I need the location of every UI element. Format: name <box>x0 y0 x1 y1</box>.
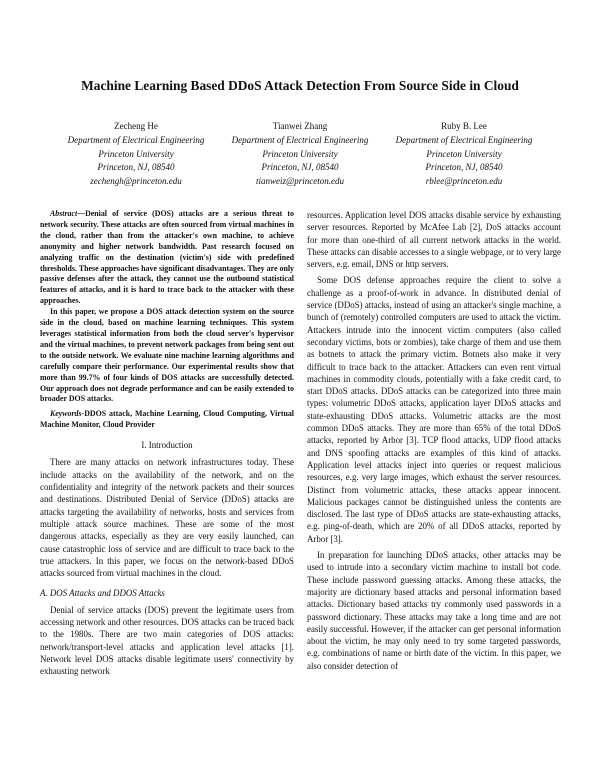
section-heading: I. Introduction <box>141 440 193 451</box>
author-address: Princeton, NJ, 08540 <box>261 162 339 173</box>
author-university: Princeton University <box>426 148 502 159</box>
keywords-text: -DDOS attack, Machine Learning, Cloud Computing, Virtual Machine Monitor, Cloud Provider <box>40 409 294 430</box>
abstract-paragraph-2: In this paper, we propose a DOS attack detection system on the source side in the cloud, based on machine learning techniques. This system leverages statistical information from both the cloud server's hypervisor and the virtual machines, to prevent network packages from being sent out to the outside network. We evaluate nine machine learning algorithms and carefully compare their performance. Our experimental results show that more than 99.7% of four kinds of DOS attacks are successfully detected. Our approach does not degrade performance and can be easily extended to broader DOS attacks. <box>40 307 294 404</box>
author-name: Zecheng He <box>114 121 158 131</box>
abstract-text: —Denial of service (DOS) attacks are a serious threat to network security. These attacks are often sourced from virtual machines in the cloud, rather than from the attacker's own machine, to achieve anonymity and higher network bandwidth. Past research focused on analyzing traffic on the destination (victim's) side with predefined thresholds. These approaches have significant disadvantages. They are only passive defenses after the attack, they cannot use the outbound statistical features of attacks, and it is hard to trace back to the attacker with these approaches. <box>40 209 294 306</box>
right-column <box>307 209 561 672</box>
abstract-paragraph <box>40 209 294 307</box>
abstract-lead: Abstract <box>50 209 78 218</box>
author-university: Princeton University <box>262 148 338 159</box>
body-paragraph: resources. Application level DOS attacks disable service by exhausting server resources. Reported by McAfee Lab [2], DoS attacks account for more than one-third of all current network attacks in the world. These attacks can disable accesses to a single webpage, or to very large servers, e.g. email, DNS or http servers. <box>307 210 561 270</box>
body-paragraph: There are many attacks on network infrastructures today. These include attacks on the availability of the network, and on the confidentiality and integrity of the network packets and their sources and destinations. Distributed Denial of Service (DDoS) attacks are attacks targeting the availability of networks, hosts and services from multiple attack source machines. These are some of the most dangerous attacks, especially as they are very easily launched, can cause catastrophic loss of service and are difficult to trace back to the true attackers. In this paper, we focus on the network-based DDoS attacks sourced from virtual machines in the cloud. <box>40 457 294 579</box>
author-email: rblee@princeton.edu <box>425 176 503 187</box>
author-email: zechengh@princeton.edu <box>90 176 182 187</box>
author-name: Tianwei Zhang <box>272 121 328 131</box>
author-block <box>54 120 546 189</box>
author-department: Department of Electrical Engineering <box>231 134 369 145</box>
author-email: tianweiz@princeton.edu <box>255 176 345 187</box>
author-3 <box>382 120 546 189</box>
body-paragraph: Some DOS defense approaches require the client to solve a challenge as a proof-of-work in advance. In distributed denial of service (DDoS) attacks, instead of using an attacker's single machine, a bunch of (remotely) controlled computers are used to attack the victim. Attackers intrude into the innocent victim computers (also called secondary victims, bots or zombies), take charge of them and use them as botnets to attack the primary victim. Botnets also make it very difficult to trace back to the attacker. Attackers can even rent virtual machines in commodity clouds, potentially with a fake credit card, to start DDoS attacks. DDoS attacks can be categorized into three main types: volumetric DDoS attacks, application layer DDoS attacks and state-exhausting DDoS attacks. Volumetric attacks are the most common DDoS attacks. They are more than 65% of the total DDoS attacks, reported by Arbor [3]. TCP flood attacks, UDP flood attacks and DNS spoofing attacks are examples of this kind of attacks. Application level attacks inject into queries or request malicious resources, e.g. very large images, which exhaust the server resources. Distinct from volumetric attacks, these attacks appear innocent. Malicious packages cannot be distinguished unless the contents are disclosed. The last type of DDoS attacks are state-exhausting attacks, e.g. ping-of-death, which are 20% of all DDoS attacks, reported by Arbor [3]. <box>307 275 561 544</box>
author-name: Ruby B. Lee <box>441 121 487 131</box>
body-paragraph: Denial of service attacks (DOS) prevent the legitimate users from accessing network and other resources. DOS attacks can be traced back to the 1980s. There are two main categories of DOS attacks: network/transport-level attacks and application level attacks [1]. Network level DOS attacks disable legitimate users' connectivity by exhausting network <box>40 604 294 677</box>
author-2 <box>218 120 382 189</box>
subsection-heading: A. DOS Attacks and DDOS Attacks <box>40 588 165 599</box>
keywords-lead: Keywords <box>50 409 82 419</box>
author-university: Princeton University <box>98 148 174 159</box>
body-paragraph: In preparation for launching DDoS attacks, other attacks may be used to intrude into a secondary victim machine to install bot code. These include password guessing attacks. Among these attacks, the majority are dictionary based attacks and personal information based attacks. Dictionary based attacks try commonly used passwords in a password dictionary. These attacks may take a long time and are not easily successful. However, if the attacker can get personal information about the victim, he may only need to try some targeted passwords, e.g. combinations of name or birth date of the victim. In this paper, we also consider detection of <box>307 550 561 671</box>
keywords <box>40 409 294 431</box>
paper-title: Machine Learning Based DDoS Attack Detection From Source Side in Cloud <box>81 78 519 93</box>
author-address: Princeton, NJ, 08540 <box>425 162 503 173</box>
author-address: Princeton, NJ, 08540 <box>97 162 175 173</box>
author-1 <box>54 120 218 189</box>
left-column <box>40 209 294 677</box>
author-department: Department of Electrical Engineering <box>395 134 533 145</box>
author-department: Department of Electrical Engineering <box>67 134 205 145</box>
